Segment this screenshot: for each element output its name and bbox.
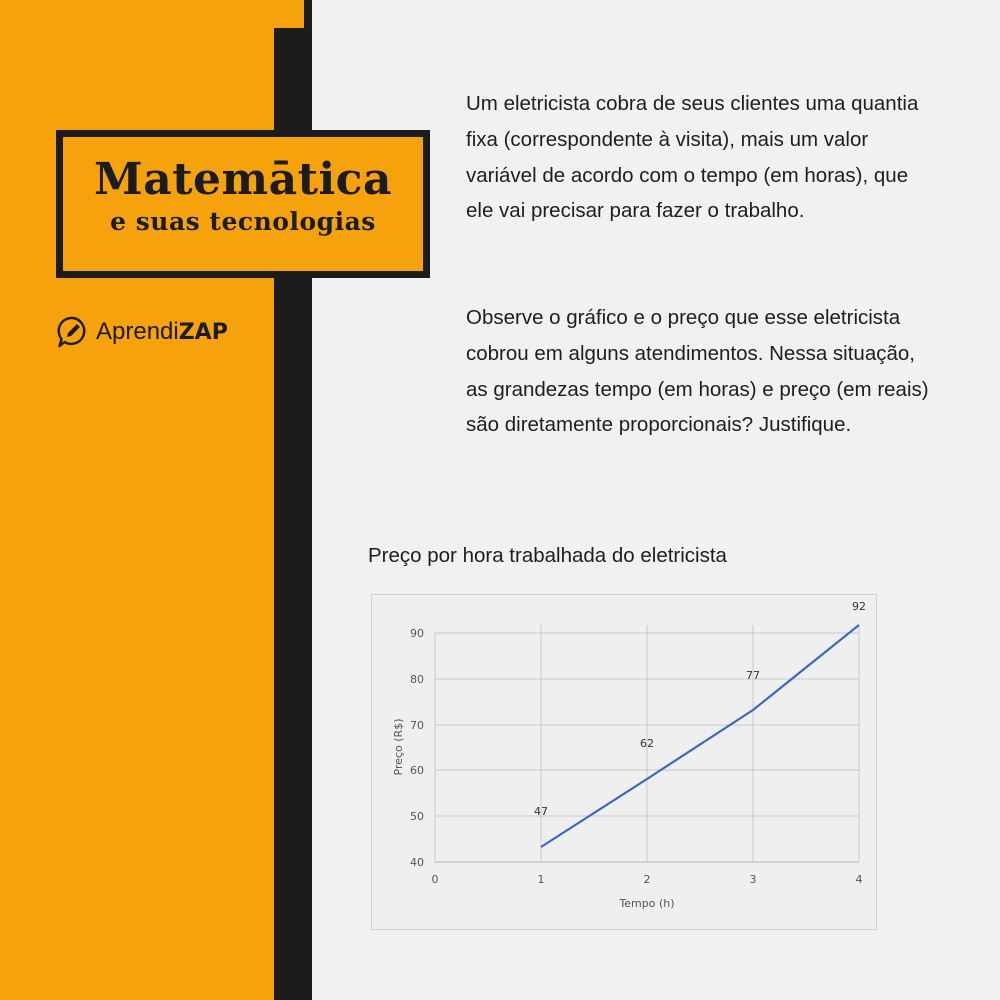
svg-text:0: 0 bbox=[431, 873, 439, 886]
svg-text:4: 4 bbox=[855, 873, 863, 886]
price-line-series bbox=[541, 625, 859, 847]
problem-paragraph-2: Observe o gráfico e o preço que esse eletricista cobrou em alguns atendimentos. Nessa situação, as grandezas tempo (em horas) e preço (em reais) são diretamente proporcionais? Justifique. bbox=[466, 306, 929, 437]
svg-text:3: 3 bbox=[749, 873, 757, 886]
dark-stripe-top bbox=[304, 0, 312, 28]
brand-name-bold: ZAP bbox=[178, 320, 228, 345]
svg-text:90: 90 bbox=[410, 627, 424, 640]
svg-text:47: 47 bbox=[534, 805, 548, 818]
orange-top-notch bbox=[274, 0, 304, 28]
pencil-chat-bubble-icon bbox=[56, 315, 90, 349]
line-chart bbox=[371, 594, 877, 930]
brand-name bbox=[96, 318, 228, 346]
brand-name-light: Aprendi bbox=[96, 318, 179, 345]
y-axis-ticks bbox=[410, 627, 424, 869]
subject-subtitle: e suas tecnologias bbox=[110, 207, 376, 236]
subject-title-frame bbox=[56, 130, 430, 278]
svg-text:77: 77 bbox=[746, 669, 760, 682]
y-axis-title: Preço (R$) bbox=[392, 718, 405, 776]
svg-text:80: 80 bbox=[410, 673, 424, 686]
x-axis-title: Tempo (h) bbox=[619, 897, 675, 910]
svg-text:70: 70 bbox=[410, 719, 424, 732]
svg-text:50: 50 bbox=[410, 810, 424, 823]
problem-paragraph-1: Um eletricista cobra de seus clientes uma quantia fixa (correspondente à visita), mais um valor variável de acordo com o tempo (em horas), que ele vai precisar para fazer o trabalho. bbox=[466, 92, 919, 223]
svg-text:2: 2 bbox=[643, 873, 651, 886]
svg-text:60: 60 bbox=[410, 764, 424, 777]
chart-canvas bbox=[372, 595, 878, 931]
x-axis-ticks bbox=[432, 873, 863, 886]
svg-text:40: 40 bbox=[410, 856, 424, 869]
svg-text:92: 92 bbox=[852, 600, 866, 613]
svg-text:62: 62 bbox=[640, 737, 654, 750]
svg-text:1: 1 bbox=[537, 873, 545, 886]
chart-title: Preço por hora trabalhada do eletricista bbox=[368, 544, 727, 567]
brand-logo bbox=[56, 314, 228, 350]
subject-title: Matemātica bbox=[94, 154, 392, 205]
